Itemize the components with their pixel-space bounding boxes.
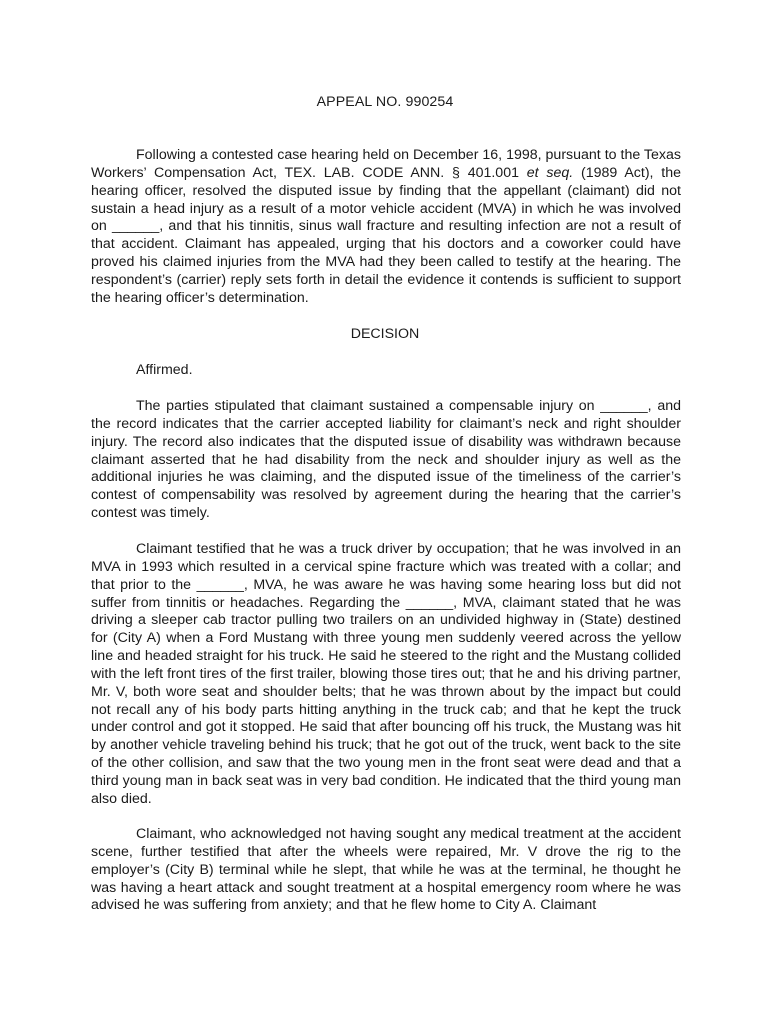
paragraph-stipulation: The parties stipulated that claimant sustained a compensable injury on ______, and the record indicates that the carrier accepted liability for claimant’s neck and right shoulder injury. The record also indicates that the disputed issue of disability was withdrawn because claimant asserted that he had disability from the neck and shoulder injury as well as the additional injuries he was claiming, and the disputed issue of the timeliness of the carrier’s contest of compensability was resolved by agreement during the hearing that the carrier’s contest was timely. xyxy=(91,398,681,522)
page-title: APPEAL NO. 990254 xyxy=(316,94,454,110)
paragraph-intro xyxy=(91,147,681,308)
affirmed-text: Affirmed. xyxy=(136,362,193,378)
paragraph-testimony: Claimant testified that he was a truck driver by occupation; that he was involved in an MVA in 1993 which resulted in a cervical spine fracture which was treated with a collar; and that prior to the ______, MVA, he was aware he was having some hearing loss but did not suffer from tinnitis or headaches. Regarding the ______, MVA, claimant stated that he was driving a sleeper cab tractor pulling two trailers on an undivided highway in (State) destined for (City A) when a Ford Mustang with three young men suddenly veered across the yellow line and headed straight for his truck. He said he steered to the right and the Mustang collided with the left front tires of the first trailer, blowing those tires out; that he and his driving partner, Mr. V, both wore seat and shoulder belts; that he was thrown about by the impact but could not recall any of his body parts hitting anything in the truck cab; and that he kept the truck under control and got it stopped. He said that after bouncing off his truck, the Mustang was hit by another vehicle traveling behind his truck; that he got out of the truck, went back to the site of the other collision, and saw that the two young men in the front seat were dead and that a third young man in back seat was in very bad condition. He indicated that the third young man also died. xyxy=(91,541,681,807)
paragraph-intro-italic: et seq. xyxy=(526,164,574,181)
paragraph-intro-text-b: (1989 Act), the hearing officer, resolved the disputed issue by finding that the appellant (claimant) did not sustain a head injury as a result of a motor vehicle accident (MVA) in which he was involved on ______, and that his tinnitis, sinus wall fracture and resulting infection are not a result of that accident. Claimant has appealed, urging that his doctors and a coworker could have proved his claimed injuries from the MVA had they been called to testify at the hearing. The respondent’s (carrier) reply sets forth in detail the evidence it contends is sufficient to support the hearing officer’s determination. xyxy=(91,164,682,306)
paragraph-medical: Claimant, who acknowledged not having sought any medical treatment at the accident scene, further testified that after the wheels were repaired, Mr. V drove the rig to the employer’s (City B) terminal while he slept, that while he was at the terminal, he thought he was having a heart attack and sought treatment at a hospital emergency room where he was advised he was suffering from anxiety; and that he flew home to City A. Claimant xyxy=(91,826,681,914)
decision-heading: DECISION xyxy=(350,326,420,342)
paragraph-intro-text-a: Following a contested case hearing held on December 16, 1998, pursuant to the Texas Workers’ Compensation Act, TEX. LAB. CODE ANN. § 401.001 xyxy=(91,147,681,181)
